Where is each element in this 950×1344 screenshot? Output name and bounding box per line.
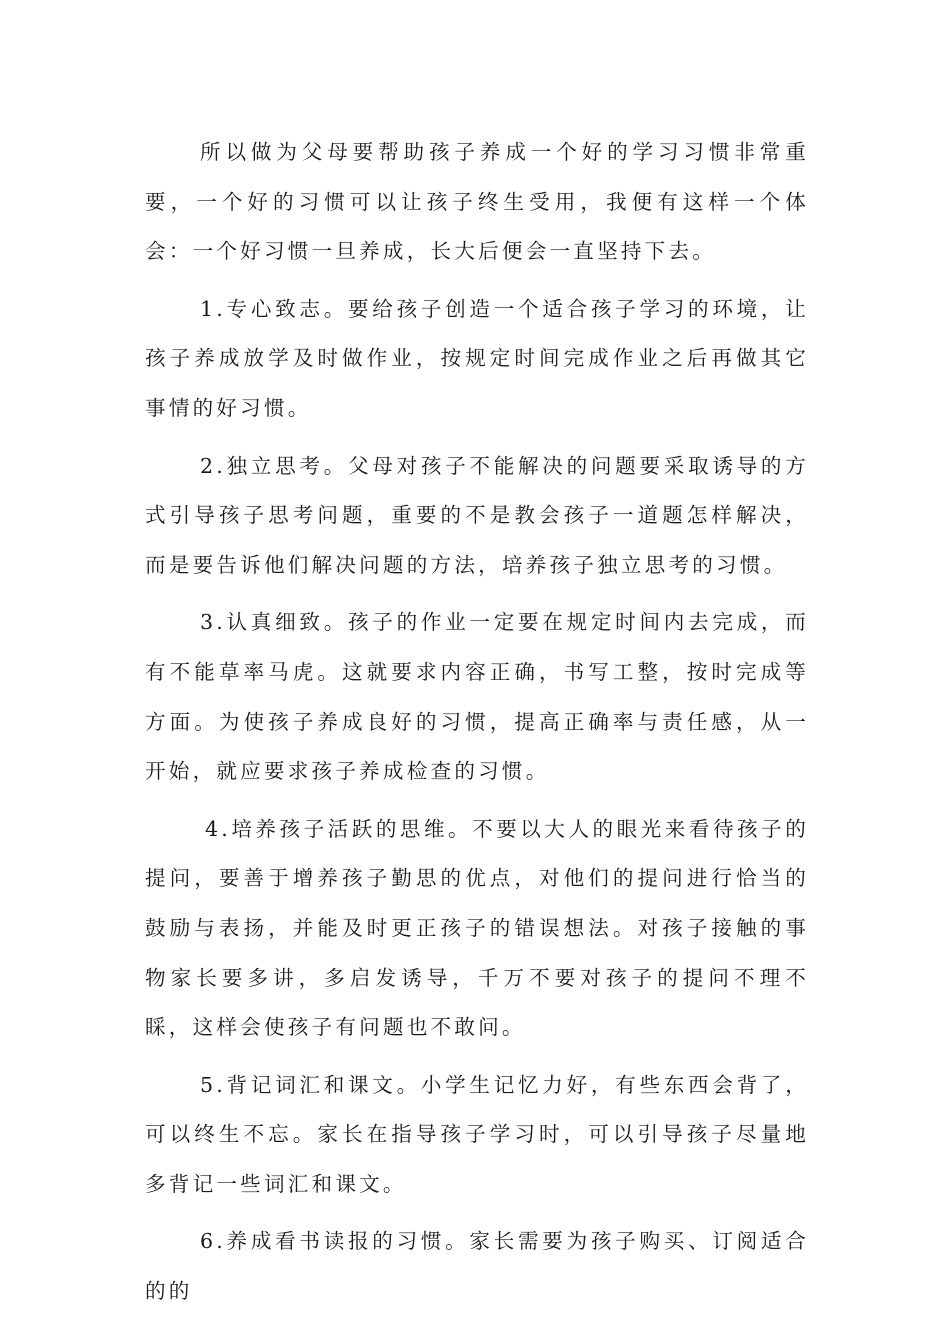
paragraph-item-2: 2.独立思考。父母对孩子不能解决的问题要采取诱导的方式引导孩子思考问题，重要的不是教会孩子一道题怎样解决，而是要告诉他们解决问题的方法，培养孩子独立思考的习惯。 [145, 453, 809, 577]
document-body [145, 128, 809, 1325]
paragraph-intro: 所以做为父母要帮助孩子养成一个好的学习习惯非常重要，一个好的习惯可以让孩子终生受用，我便有这样一个体会：一个好习惯一旦养成，长大后便会一直坚持下去。 [145, 140, 809, 264]
paragraph-item-5: 5.背记词汇和课文。小学生记忆力好，有些东西会背了，可以终生不忘。家长在指导孩子学习时，可以引导孩子尽量地多背记一些词汇和课文。 [145, 1072, 809, 1196]
paragraph-item-4: 4.培养孩子活跃的思维。不要以大人的眼光来看待孩子的提问，要善于增养孩子勤思的优点，对他们的提问进行恰当的鼓励与表扬，并能及时更正孩子的错误想法。对孩子接触的事物家长要多讲，多启发诱导，千万不要对孩子的提问不理不睬，这样会使孩子有问题也不敢问。 [145, 816, 809, 1040]
paragraph-item-1: 1.专心致志。要给孩子创造一个适合孩子学习的环境，让孩子养成放学及时做作业，按规定时间完成作业之后再做其它事情的好习惯。 [145, 296, 809, 420]
paragraph-item-3: 3.认真细致。孩子的作业一定要在规定时间内去完成，而有不能草率马虎。这就要求内容正确，书写工整，按时完成等方面。为使孩子养成良好的习惯，提高正确率与责任感，从一开始，就应要求孩子养成检查的习惯。 [145, 610, 809, 784]
paragraph-item-6: 6.养成看书读报的习惯。家长需要为孩子购买、订阅适合的的 [145, 1229, 809, 1304]
